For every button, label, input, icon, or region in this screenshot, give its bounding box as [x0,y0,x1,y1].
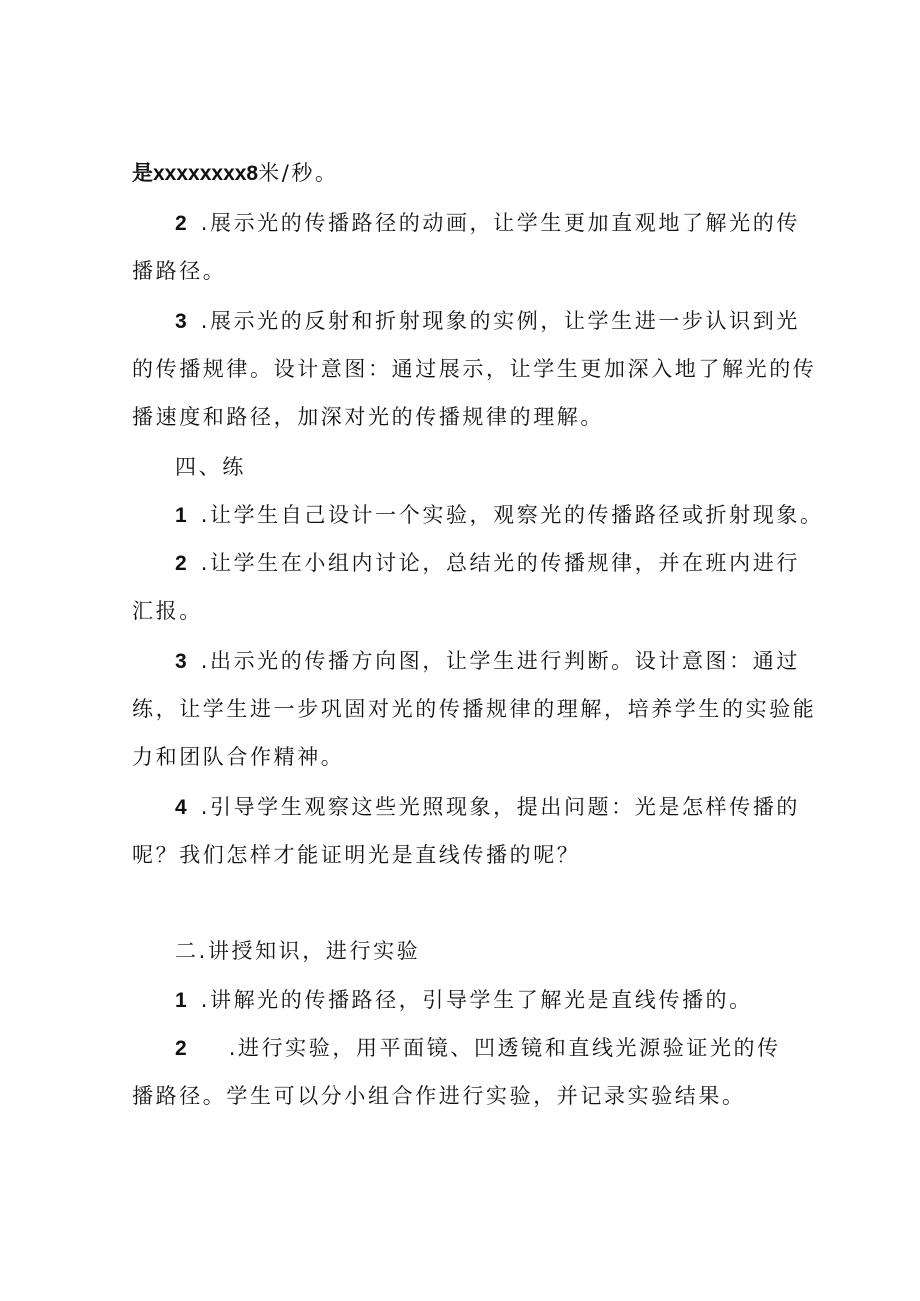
list-number: 2 [175,1037,187,1060]
section-heading [175,452,845,482]
list-number: 2 [175,552,187,575]
line-text: .让学生自己设计一个实验，观察光的传播路径或折射现象。 [200,503,824,527]
paragraph-line [132,402,802,432]
paragraph-line [132,742,802,772]
list-item-2 [175,208,845,239]
line-text: 播路径。学生可以分小组合作进行实验，并记录实验结果。 [132,1084,746,1108]
list-number: 2 [175,212,187,235]
list-number: 1 [175,989,187,1012]
line-text: 播路径。 [132,259,227,283]
list-item-3 [175,646,845,677]
line-text: .引导学生观察这些光照现象，提出问题：光是怎样传播的 [200,795,800,819]
list-number: 3 [175,650,187,673]
paragraph-line [132,354,817,384]
line-text: 力和团队合作精神。 [132,745,345,769]
paragraph-line [132,596,802,626]
list-number: 1 [175,504,187,527]
paragraph-line [132,694,817,724]
line-text: 的传播规律。设计意图：通过展示，让学生更加深入地了解光的传 [132,357,817,381]
list-number: 3 [175,310,187,333]
paragraph-line [132,158,802,189]
line-text: 呢？我们怎样才能证明光是直线传播的呢？ [132,843,581,867]
line-text: 汇报。 [132,599,203,623]
line-text: .讲解光的传播路径，引导学生了解光是直线传播的。 [200,988,753,1012]
line-text: .展示光的反射和折射现象的实例，让学生进一步认识到光 [200,309,800,333]
line-text: .展示光的传播路径的动画，让学生更加直观地了解光的传 [200,211,800,235]
list-number: 4 [175,796,187,819]
list-item-2 [175,1033,845,1064]
list-item-3 [175,306,845,337]
section-heading [175,936,845,966]
line-text: 练，让学生进一步巩固对光的传播规律的理解，培养学生的实验能 [132,697,817,721]
list-item-2 [175,548,845,579]
line-text: 播速度和路径，加深对光的传播规律的理解。 [132,405,604,429]
speed-value: 是xxxxxxxx8 [132,162,259,185]
paragraph-line [132,840,802,870]
list-item-1 [175,985,845,1016]
list-item-4 [175,792,845,823]
line-text: 米/秒。 [258,161,339,185]
section-title: 四、练 [175,455,246,479]
list-item-1 [175,500,845,531]
paragraph-line [132,256,802,286]
line-text: .进行实验，用平面镜、凹透镜和直线光源验证光的传 [228,1036,781,1060]
line-text: .出示光的传播方向图，让学生进行判断。设计意图：通过 [200,649,800,673]
line-text: .让学生在小组内讨论，总结光的传播规律，并在班内进行 [200,551,800,575]
section-title: 二.讲授知识，进行实验 [175,939,421,963]
paragraph-line [132,1081,802,1111]
